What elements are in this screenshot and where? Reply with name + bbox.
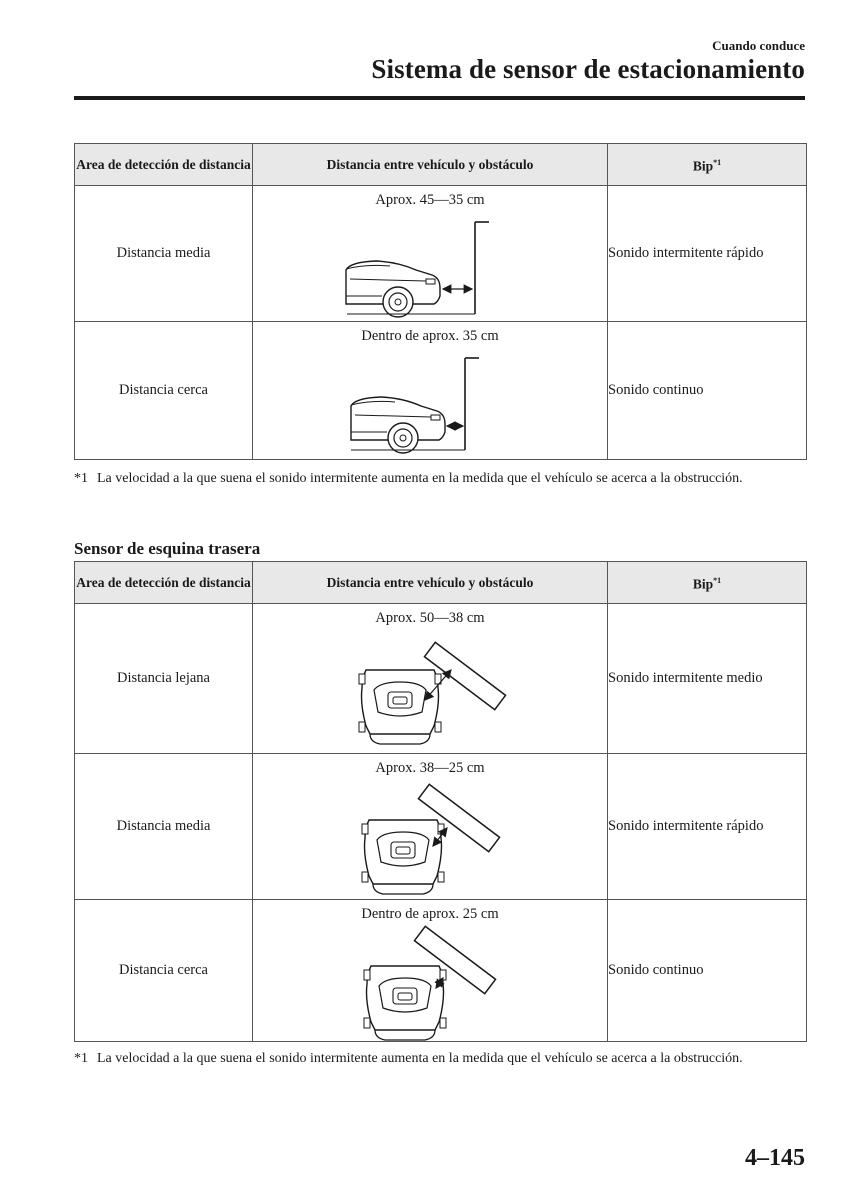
car-to-wall-illustration <box>253 322 608 460</box>
area-cell: Distancia lejana <box>75 604 253 754</box>
distance-label: Dentro de aprox. 35 cm <box>361 328 499 344</box>
page-title: Sistema de sensor de estacionamiento <box>371 54 805 84</box>
subsection-title: Sensor de esquina trasera <box>74 539 261 558</box>
section-label: Cuando conduce <box>712 38 805 53</box>
table-row <box>75 754 807 900</box>
distance-cell <box>253 604 608 754</box>
distance-label: Aprox. 38—25 cm <box>375 760 485 776</box>
distance-label: Aprox. 50—38 cm <box>375 610 485 626</box>
area-cell: Distancia media <box>75 186 253 322</box>
header-beep-footnote-mark: *1 <box>713 157 722 167</box>
beep-cell: Sonido intermitente rápido <box>608 186 807 322</box>
table-row <box>75 322 807 460</box>
table-row <box>75 900 807 1042</box>
header-area: Area de detección de distancia <box>75 562 253 604</box>
car-to-obstacle-illustration <box>253 754 608 900</box>
distance-cell <box>253 754 608 900</box>
area-cell: Distancia cerca <box>75 900 253 1042</box>
page-number: 4–145 <box>745 1145 805 1171</box>
footnote-text: La velocidad a la que suena el sonido intermitente aumenta en la medida que el vehículo se acerca a la obstrucción. <box>97 1051 743 1066</box>
footnote-mark: *1 <box>74 471 88 486</box>
header-distance: Distancia entre vehículo y obstáculo <box>253 562 608 604</box>
table-header-row <box>75 144 807 186</box>
header-beep <box>608 144 807 186</box>
header-beep-footnote-mark: *1 <box>713 575 722 585</box>
footnote <box>74 1050 764 1067</box>
beep-cell: Sonido intermitente rápido <box>608 754 807 900</box>
header-area: Area de detección de distancia <box>75 144 253 186</box>
distance-cell <box>253 322 608 460</box>
distance-cell <box>253 900 608 1042</box>
title-rule <box>74 96 805 100</box>
area-cell: Distancia media <box>75 754 253 900</box>
distance-label: Dentro de aprox. 25 cm <box>361 906 499 922</box>
area-cell: Distancia cerca <box>75 322 253 460</box>
table-header-row <box>75 562 807 604</box>
car-to-obstacle-illustration <box>253 604 608 754</box>
footnote <box>74 470 764 487</box>
header-distance: Distancia entre vehículo y obstáculo <box>253 144 608 186</box>
header-beep-label: Bip <box>692 576 714 592</box>
table-row <box>75 604 807 754</box>
detection-table-rear <box>74 143 807 460</box>
beep-cell: Sonido continuo <box>608 322 807 460</box>
beep-cell: Sonido continuo <box>608 900 807 1042</box>
distance-label: Aprox. 45—35 cm <box>375 192 485 208</box>
distance-cell <box>253 186 608 322</box>
footnote-text: La velocidad a la que suena el sonido intermitente aumenta en la medida que el vehículo se acerca a la obstrucción. <box>97 471 743 486</box>
car-to-obstacle-illustration <box>253 900 608 1042</box>
car-to-wall-illustration <box>253 186 608 322</box>
detection-table-rear-corner <box>74 561 807 1042</box>
table-row <box>75 186 807 322</box>
header-beep <box>608 562 807 604</box>
beep-cell: Sonido intermitente medio <box>608 604 807 754</box>
footnote-mark: *1 <box>74 1051 88 1066</box>
header-beep-label: Bip <box>692 158 714 174</box>
